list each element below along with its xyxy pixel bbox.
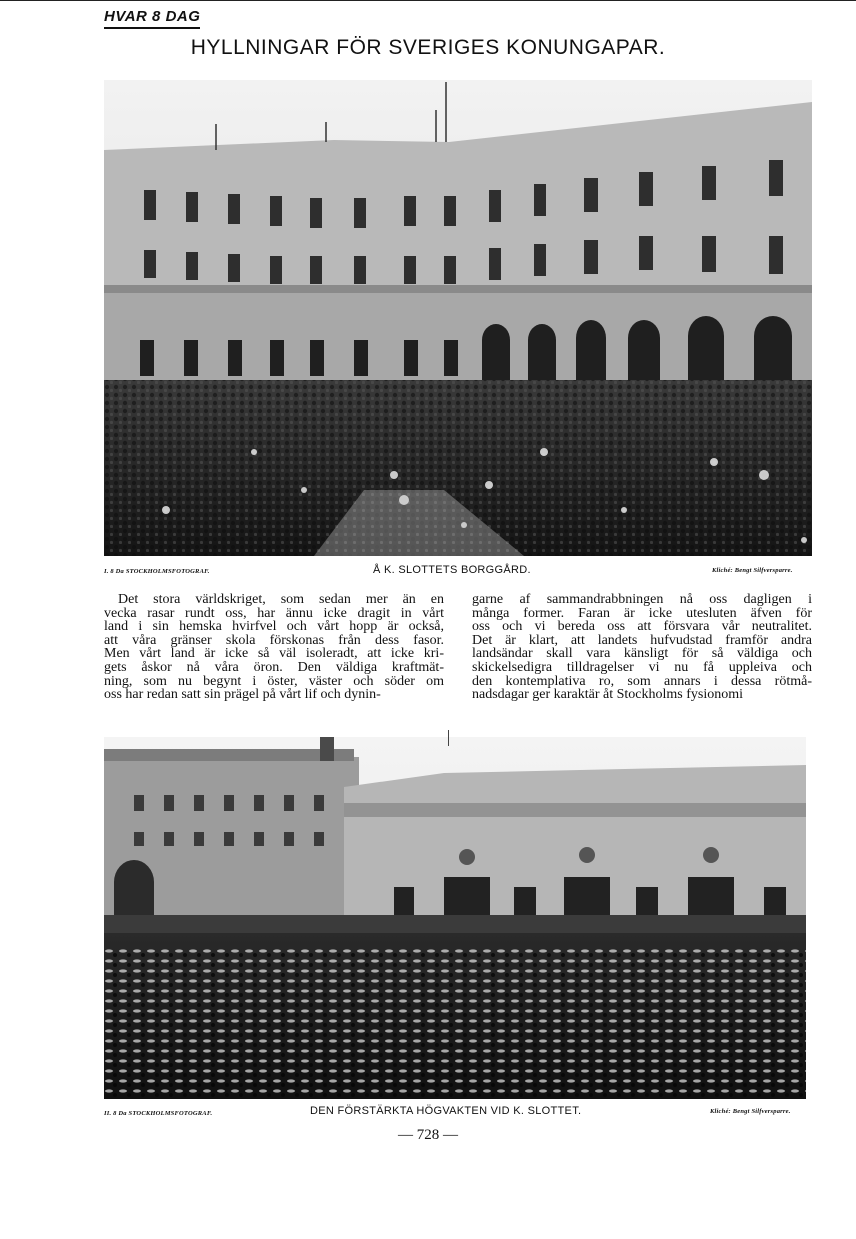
- text-line: oss och vi bereda oss att försvara vår neutralitet.: [472, 619, 812, 635]
- text-line: gets åskor nå våra öron. Den väldiga kraftmät-: [104, 659, 444, 675]
- page-number: — 728 —: [398, 1127, 458, 1143]
- text-line: land i sin hemska hvirfvel och vårt hopp är också,: [104, 619, 444, 635]
- photo1-credit-left: I. 8 Da STOCKHOLMSFOTOGRAF.: [104, 568, 210, 575]
- photo-palace-courtyard: [104, 80, 812, 556]
- photo1-credit-right: Kliché: Bengt Silfversparre.: [712, 567, 793, 574]
- text-line: Det är klart, att landets hufvudstad framför andra: [472, 632, 812, 648]
- text-line: Men vårt land är icke så väl isoleradt, att icke kri-: [104, 646, 444, 662]
- top-rule: [0, 0, 856, 1]
- text-line: Det stora världskriget, som sedan mer än en: [118, 592, 444, 607]
- text-column-right: [472, 593, 812, 702]
- text-line: ning, som nu begynt i öster, väster och söder om: [104, 673, 444, 689]
- page-title: HYLLNINGAR FÖR SVERIGES KONUNGAPAR.: [190, 36, 666, 59]
- text-line: vecka rasar rundt oss, har ännu icke dragit in vårt: [104, 605, 444, 621]
- text-column-left: [104, 593, 444, 702]
- text-line: skickelsedigra tilldragelser vi nu få uppleiva och: [472, 659, 812, 675]
- text-line: många former. Faran är icke utesluten äfven för: [472, 605, 812, 621]
- text-line: den kontemplativa ro, som annars i dessa rötmå-: [472, 673, 812, 689]
- margin-mark: [448, 730, 449, 746]
- text-line: nadsdagar ger karaktär åt Stockholms fysionomi: [472, 687, 743, 703]
- text-line: att våra gränser skola förskonas från dess fasor.: [104, 632, 444, 648]
- text-line: landsändar skall vara känsligt för så väldiga och: [472, 646, 812, 662]
- photo2-caption: DEN FÖRSTÄRKTA HÖGVAKTEN VID K. SLOTTET.: [310, 1105, 582, 1117]
- photo2-credit-right: Kliché: Bengt Silfversparre.: [710, 1108, 791, 1115]
- photo2-credit-left: II. 8 Da STOCKHOLMSFOTOGRAF.: [104, 1110, 213, 1117]
- masthead: HVAR 8 DAG: [104, 8, 200, 29]
- photo-reinforced-guard: [104, 737, 806, 1099]
- text-line: garne af sammandrabbningen nå oss dagligen i: [472, 592, 812, 607]
- photo1-caption: Å K. SLOTTETS BORGGÅRD.: [373, 564, 531, 576]
- text-line: oss har redan satt sin prägel på vårt lif och dynin-: [104, 687, 381, 703]
